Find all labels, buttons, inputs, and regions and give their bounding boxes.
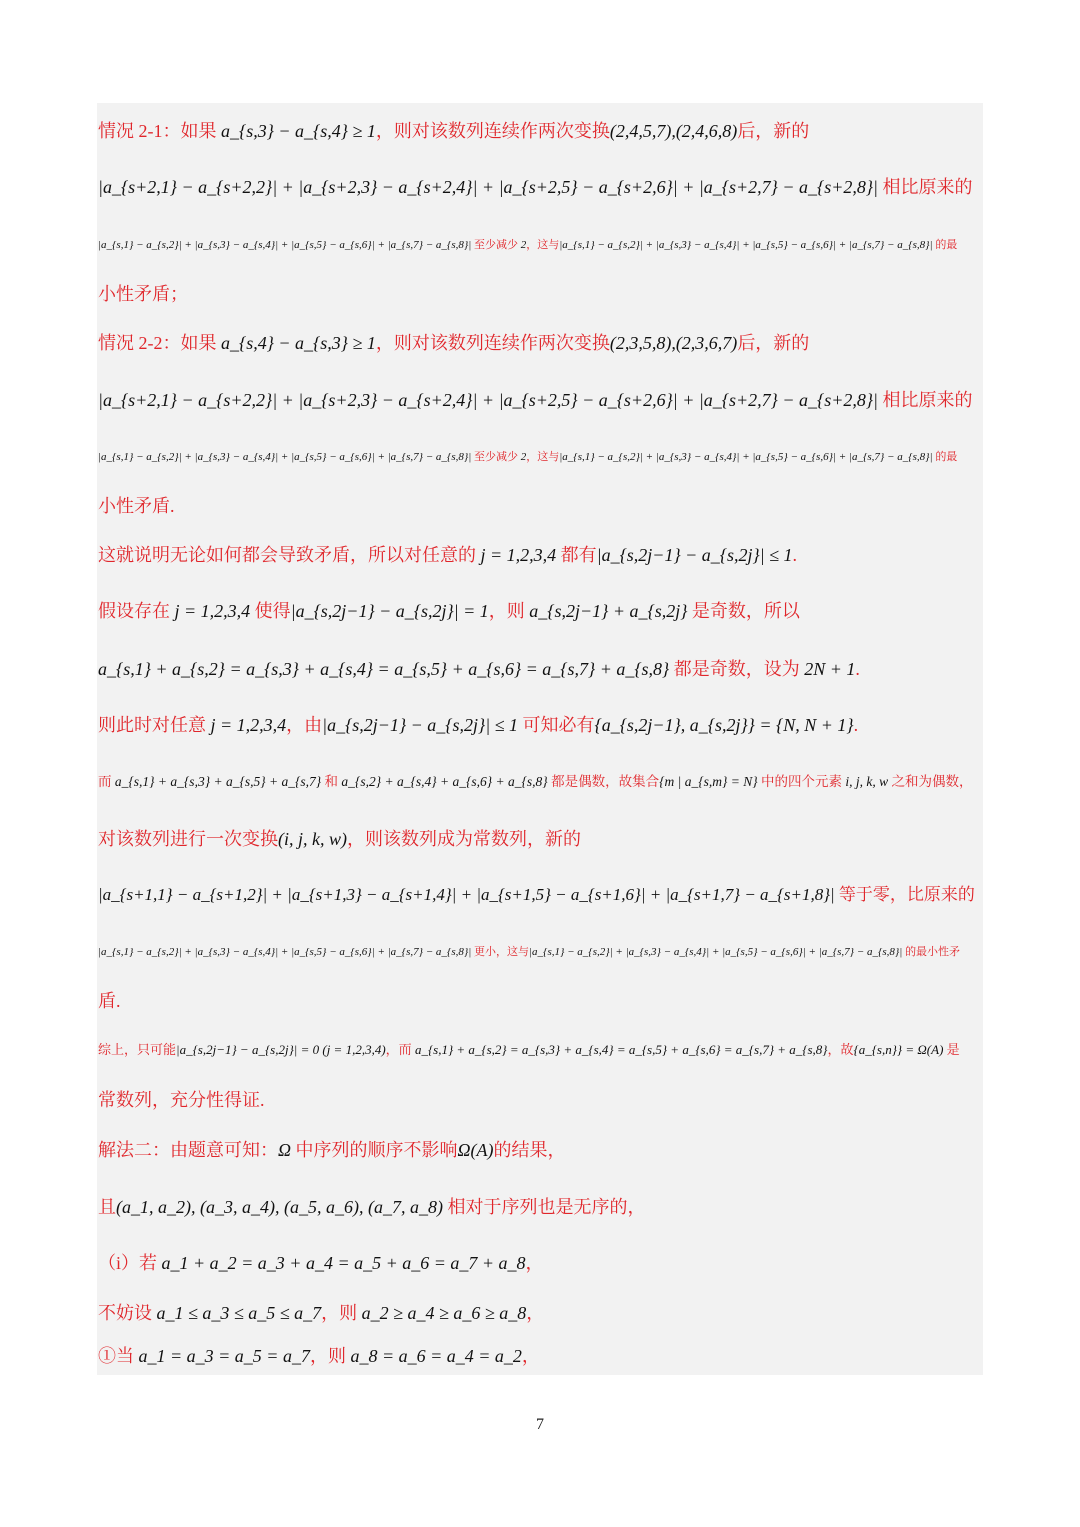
math-expression: |a_{s,1} − a_{s,2}| + |a_{s,3} − a_{s,4}| + |a_{s,5} − a_{s,6}| + |a_{s,7} − a_{s,8}| bbox=[559, 239, 933, 251]
text-line bbox=[98, 386, 983, 414]
math-expression: (2,3,5,8),(2,3,6,7) bbox=[609, 333, 738, 353]
text-segment: ，则 bbox=[488, 601, 530, 621]
math-expression: |a_{s,1} − a_{s,2}| + |a_{s,3} − a_{s,4}| + |a_{s,5} − a_{s,6}| + |a_{s,7} − a_{s,8}| bbox=[529, 946, 903, 958]
math-expression: a_{s,2} + a_{s,4} + a_{s,6} + a_{s,8} bbox=[341, 774, 548, 789]
text-segment: ，由 bbox=[286, 715, 323, 735]
text-segment: 常数列，充分性得证. bbox=[98, 1090, 265, 1110]
text-line bbox=[98, 231, 983, 259]
math-expression: |a_{s,1} − a_{s,2}| + |a_{s,3} − a_{s,4}| + |a_{s,5} − a_{s,6}| + |a_{s,7} − a_{s,8}| bbox=[98, 451, 472, 463]
text-segment: 的最小性矛 bbox=[902, 946, 961, 958]
text-segment: 都是奇数，设为 bbox=[669, 659, 805, 679]
text-segment: 都是偶数，故集合 bbox=[547, 774, 660, 789]
text-line bbox=[98, 280, 983, 308]
text-segment: 则此时对任意 bbox=[98, 715, 211, 735]
text-line bbox=[98, 541, 983, 569]
math-expression: 2 bbox=[520, 451, 527, 463]
text-segment: . bbox=[853, 715, 859, 735]
text-segment: 小性矛盾； bbox=[98, 284, 188, 304]
text-segment: 且 bbox=[98, 1197, 116, 1217]
math-expression: {a_{s,2j−1}, a_{s,2j}} = {N, N + 1} bbox=[594, 715, 854, 735]
text-segment: ， bbox=[525, 1253, 544, 1273]
text-line bbox=[98, 938, 983, 966]
math-expression: |a_{s,1} − a_{s,2}| + |a_{s,3} − a_{s,4}| + |a_{s,5} − a_{s,6}| + |a_{s,7} − a_{s,8}| bbox=[98, 946, 472, 958]
text-segment: 相比原来的 bbox=[878, 390, 973, 410]
math-expression: Ω bbox=[278, 1140, 292, 1160]
text-segment: 不妨设 bbox=[98, 1303, 157, 1323]
text-segment: 情况 2-2：如果 bbox=[98, 333, 221, 353]
text-segment: 对该数列进行一次变换 bbox=[98, 829, 278, 849]
text-segment: 相对于序列也是无序的， bbox=[442, 1197, 646, 1217]
math-expression: j = 1,2,3,4 bbox=[210, 715, 287, 735]
math-expression: a_{s,3} − a_{s,4} ≥ 1 bbox=[221, 121, 376, 141]
text-line bbox=[98, 443, 983, 471]
text-segment: 后，新的 bbox=[737, 121, 810, 141]
text-segment: 综上，只可能 bbox=[98, 1042, 177, 1057]
text-segment: . bbox=[855, 659, 860, 679]
math-expression: |a_{s,2j−1} − a_{s,2j}| = 0 (j = 1,2,3,4) bbox=[176, 1042, 386, 1057]
text-line bbox=[98, 881, 983, 909]
math-expression: 2N + 1 bbox=[804, 659, 856, 679]
math-expression: a_1 = a_3 = a_5 = a_7 bbox=[138, 1346, 310, 1366]
text-segment: 相比原来的 bbox=[878, 177, 973, 197]
math-expression: 2 bbox=[520, 239, 527, 251]
text-segment: 之和为偶数， bbox=[888, 774, 973, 789]
text-segment: 至少减少 bbox=[471, 451, 521, 463]
text-segment: 假设存在 bbox=[98, 601, 175, 621]
math-expression: |a_{s,1} − a_{s,2}| + |a_{s,3} − a_{s,4}| + |a_{s,5} − a_{s,6}| + |a_{s,7} − a_{s,8}| bbox=[559, 451, 933, 463]
text-segment: ，而 bbox=[385, 1042, 415, 1057]
text-line bbox=[98, 768, 983, 796]
math-expression: a_{s,4} − a_{s,3} ≥ 1 bbox=[221, 333, 376, 353]
text-segment: ， bbox=[521, 1346, 540, 1366]
text-segment: . bbox=[792, 545, 798, 565]
text-segment: 中序列的顺序不影响 bbox=[291, 1140, 458, 1160]
text-segment: （i）若 bbox=[98, 1253, 162, 1273]
text-segment: ，则该数列成为常数列，新的 bbox=[347, 829, 581, 849]
text-segment: ，则 bbox=[309, 1346, 351, 1366]
text-segment: 更小，这与 bbox=[471, 946, 530, 958]
page-number: 7 bbox=[536, 1416, 544, 1433]
math-expression: {a_{s,n}} = Ω(A) bbox=[853, 1042, 944, 1057]
text-segment: 可知必有 bbox=[518, 715, 595, 735]
math-expression: Ω(A) bbox=[457, 1140, 494, 1160]
text-segment: ，故 bbox=[827, 1042, 854, 1057]
math-expression: j = 1,2,3,4 bbox=[174, 601, 251, 621]
math-expression: a_1 + a_2 = a_3 + a_4 = a_5 + a_6 = a_7 + a_8 bbox=[161, 1253, 526, 1273]
text-segment: 而 bbox=[98, 774, 115, 789]
math-expression: a_1 ≤ a_3 ≤ a_5 ≤ a_7 bbox=[156, 1303, 322, 1323]
text-segment: 都有 bbox=[556, 545, 597, 565]
text-segment: 的最 bbox=[932, 451, 958, 463]
math-expression: (2,4,5,7),(2,4,6,8) bbox=[609, 121, 738, 141]
math-expression: a_{s,2j−1} + a_{s,2j} bbox=[529, 601, 688, 621]
math-expression: a_8 = a_6 = a_4 = a_2 bbox=[350, 1346, 522, 1366]
text-line bbox=[98, 1299, 983, 1327]
math-expression: a_{s,1} + a_{s,2} = a_{s,3} + a_{s,4} = a_{s,5} + a_{s,6} = a_{s,7} + a_{s,8} bbox=[98, 659, 670, 679]
text-line bbox=[98, 987, 983, 1015]
math-expression: a_{s,1} + a_{s,2} = a_{s,3} + a_{s,4} = a_{s,5} + a_{s,6} = a_{s,7} + a_{s,8} bbox=[414, 1042, 828, 1057]
text-segment: 是奇数，所以 bbox=[687, 601, 800, 621]
text-line bbox=[98, 711, 983, 739]
text-line bbox=[98, 492, 983, 520]
text-segment: 解法二：由题意可知： bbox=[98, 1140, 278, 1160]
math-expression: j = 1,2,3,4 bbox=[480, 545, 557, 565]
text-segment: ，这与 bbox=[526, 239, 560, 251]
text-segment: ， bbox=[526, 1303, 545, 1323]
math-expression: a_{s,1} + a_{s,3} + a_{s,5} + a_{s,7} bbox=[114, 774, 322, 789]
text-segment: 盾. bbox=[98, 991, 121, 1011]
text-line bbox=[98, 1086, 983, 1114]
math-expression: |a_{s+2,1} − a_{s+2,2}| + |a_{s+2,3} − a_{s+2,4}| + |a_{s+2,5} − a_{s+2,6}| + |a_{s+2,7} − a_{s+2,8}| bbox=[98, 177, 878, 197]
text-line bbox=[98, 1136, 983, 1164]
text-segment: ，则 bbox=[321, 1303, 362, 1323]
math-expression: (a_1, a_2), (a_3, a_4), (a_5, a_6), (a_7, a_8) bbox=[116, 1197, 443, 1217]
text-segment: 后，新的 bbox=[737, 333, 810, 353]
math-expression: |a_{s,2j−1} − a_{s,2j}| ≤ 1 bbox=[322, 715, 519, 735]
text-segment: 是 bbox=[943, 1042, 960, 1057]
math-expression: a_2 ≥ a_4 ≥ a_6 ≥ a_8 bbox=[361, 1303, 527, 1323]
text-segment: ，则对该数列连续作两次变换 bbox=[375, 333, 610, 353]
text-line bbox=[98, 117, 983, 145]
text-line bbox=[98, 597, 983, 625]
math-expression: (i, j, k, w) bbox=[278, 829, 347, 849]
math-expression: |a_{s+1,1} − a_{s+1,2}| + |a_{s+1,3} − a_{s+1,4}| + |a_{s+1,5} − a_{s+1,6}| + |a_{s+1,7} − a_{s+1,8}| bbox=[98, 885, 835, 904]
math-expression: {m | a_{s,m} = N} bbox=[659, 774, 758, 789]
math-expression: |a_{s+2,1} − a_{s+2,2}| + |a_{s+2,3} − a_{s+2,4}| + |a_{s+2,5} − a_{s+2,6}| + |a_{s+2,7} − a_{s+2,8}| bbox=[98, 390, 878, 410]
text-line bbox=[98, 1036, 983, 1064]
text-segment: 的结果， bbox=[493, 1140, 566, 1160]
math-expression: i, j, k, w bbox=[845, 774, 889, 789]
math-expression: |a_{s,2j−1} − a_{s,2j}| = 1 bbox=[290, 601, 489, 621]
text-segment: 的最 bbox=[932, 239, 958, 251]
text-segment: 小性矛盾. bbox=[98, 496, 175, 516]
text-line bbox=[98, 173, 983, 201]
text-line bbox=[98, 1342, 983, 1370]
text-segment: 和 bbox=[321, 774, 342, 789]
text-segment: ，这与 bbox=[526, 451, 560, 463]
math-expression: |a_{s,1} − a_{s,2}| + |a_{s,3} − a_{s,4}| + |a_{s,5} − a_{s,6}| + |a_{s,7} − a_{s,8}| bbox=[98, 239, 472, 251]
text-line bbox=[98, 1193, 983, 1221]
text-segment: 使得 bbox=[250, 601, 291, 621]
text-line bbox=[98, 1249, 983, 1277]
text-segment: 至少减少 bbox=[471, 239, 521, 251]
text-line bbox=[98, 655, 983, 683]
text-segment: 中的四个元素 bbox=[757, 774, 846, 789]
text-segment: 等于零，比原来的 bbox=[834, 885, 975, 904]
text-line bbox=[98, 329, 983, 357]
text-segment: 这就说明无论如何都会导致矛盾，所以对任意的 bbox=[98, 545, 481, 565]
text-segment: 情况 2-1：如果 bbox=[98, 121, 221, 141]
text-segment: ，则对该数列连续作两次变换 bbox=[375, 121, 610, 141]
text-line bbox=[98, 825, 983, 853]
text-segment: ①当 bbox=[98, 1346, 139, 1366]
math-expression: |a_{s,2j−1} − a_{s,2j}| ≤ 1 bbox=[596, 545, 793, 565]
